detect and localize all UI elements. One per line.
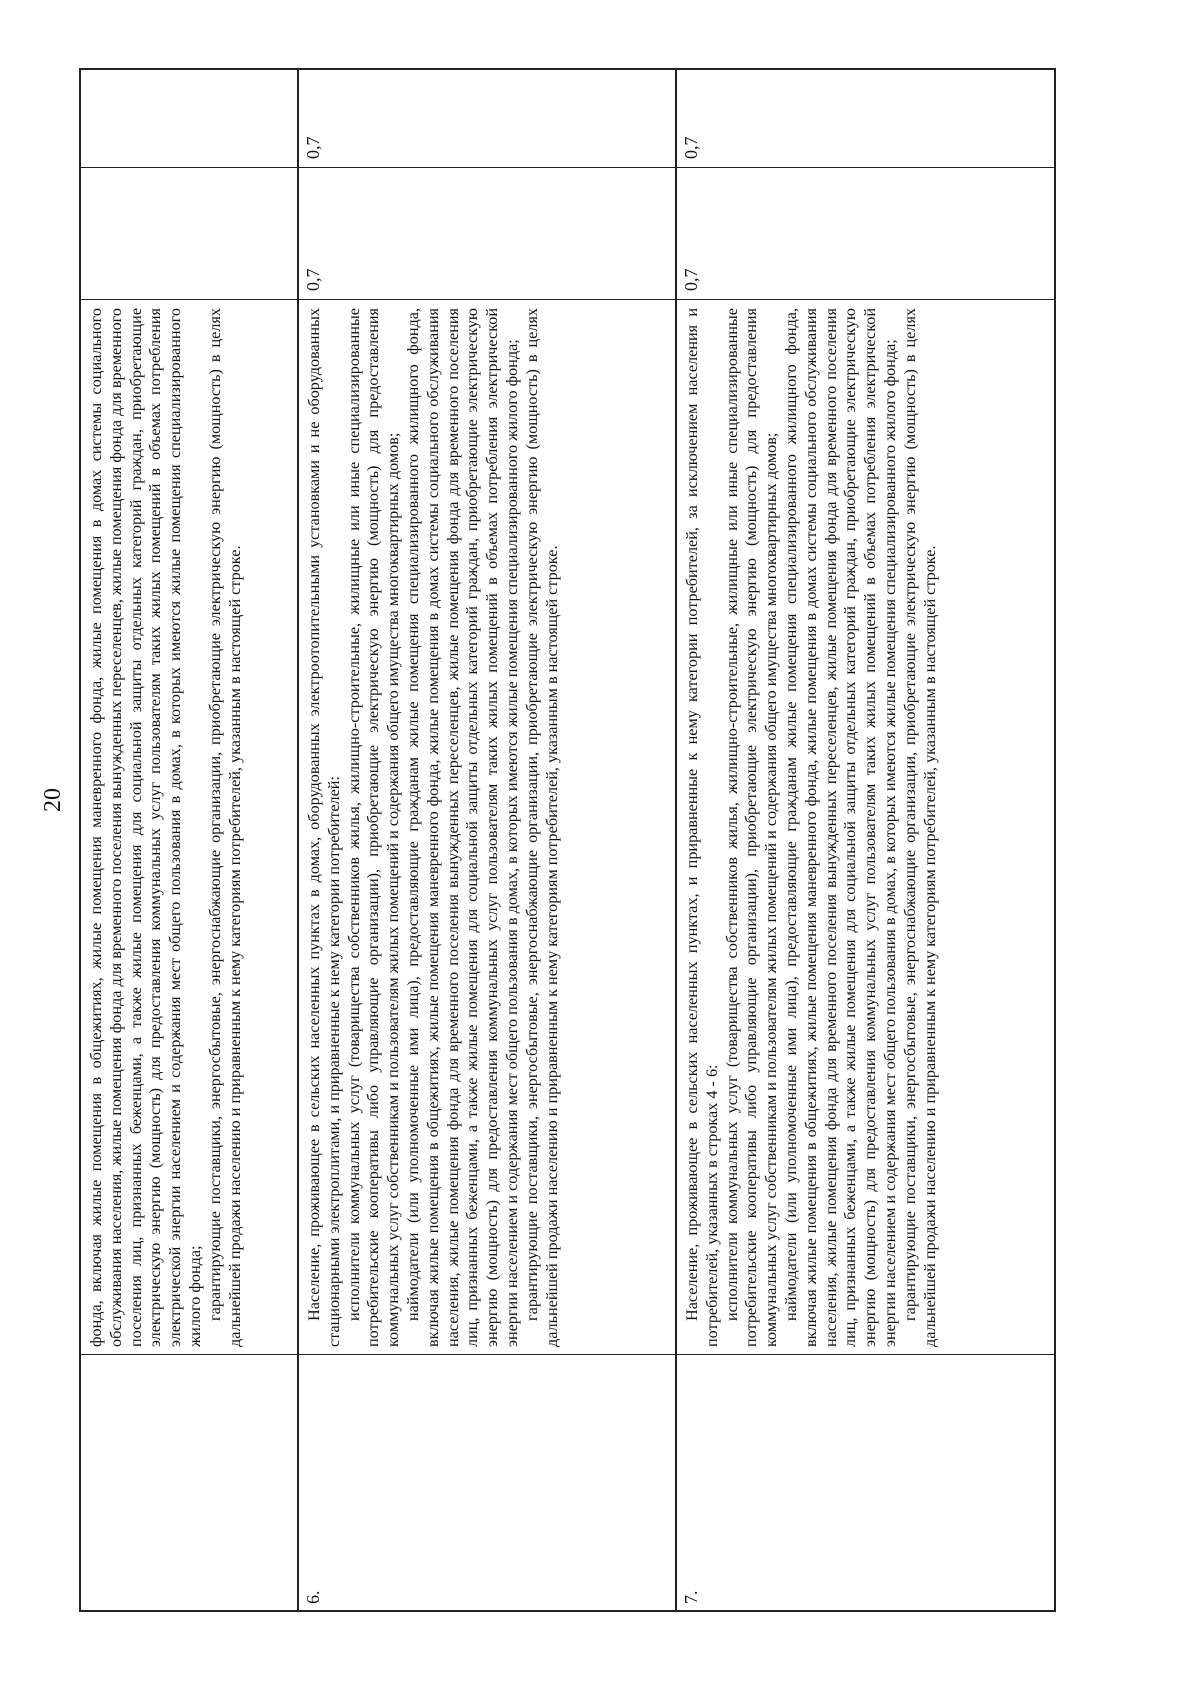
row-number-cell — [81, 1354, 297, 1610]
row-number: 6. — [303, 1590, 323, 1604]
row-number: 7. — [681, 1590, 701, 1604]
row-paragraph: гарантирующие поставщики, энергосбытовые, энергоснабжающие организации, приобретающие электрическую энергию (мощность) в целях дальнейшей продажи населению и приравненным к нему категориям потребителей, указанным в настоящей строке. — [205, 308, 244, 1347]
row-paragraph: Население, проживающее в сельских населенных пунктах, и приравненные к нему категории потребителей, за исключением населения и потребителей, указанных в строках 4 - 6: — [683, 308, 721, 1347]
row-number-cell — [677, 1354, 1054, 1610]
value-cell-1 — [677, 167, 1054, 299]
table-row-7 — [677, 68, 1056, 1612]
row-description-cell — [299, 299, 675, 1354]
row-number-cell — [299, 1354, 675, 1610]
table-row-continuation — [79, 68, 299, 1612]
tariff-table — [79, 68, 1113, 1612]
value-2: 0,7 — [681, 136, 701, 159]
row-paragraph: гарантирующие поставщики, энергосбытовые, энергоснабжающие организации, приобретающие электрическую энергию (мощность) в целях дальнейшей продажи населению и приравненным к нему категориям потребителей, указанным в настоящей строке. — [900, 308, 939, 1347]
row-paragraph: фонда, включая жилые помещения в общежитиях, жилые помещения маневренного фонда, жилые помещения в домах системы социального обслуживания населения, жилые помещения фонда для временного поселения вынужденных переселенцев, жилые помещения фонда для временного поселения лиц, признанных беженцами, а также жилые помещения для социальной защиты отдельных категорий граждан, приобретающие электрическую энергию (мощность) для предоставления коммунальных услуг пользователям таких жилых помещений в объемах потребления электрической энергии населением и содержания мест общего пользования в домах, в которых имеются жилые помещения специализированного жилого фонда; — [87, 308, 204, 1347]
row-paragraph: наймодатели (или уполномоченные ими лица), предоставляющие гражданам жилые помещения специализированного жилищного фонда, включая жилые помещения в общежитиях, жилые помещения маневренного фонда, жилые помещения в домах системы социального обслуживания населения, жилые помещения фонда для временного поселения вынужденных переселенцев, жилые помещения фонда для временного поселения лиц, признанных беженцами, а также жилые помещения для социальной защиты отдельных категорий граждан, приобретающие электрическую энергию (мощность) для предоставления коммунальных услуг пользователям таких жилых помещений в объемах потребления электрической энергии населением и содержания мест общего пользования в домах, в которых имеются жилые помещения специализированного жилого фонда; — [403, 308, 521, 1347]
row-description-cell — [81, 299, 297, 1354]
value-2: 0,7 — [303, 136, 323, 159]
page-number: 20 — [40, 788, 66, 812]
row-paragraph: исполнители коммунальных услуг (товарищества собственников жилья, жилищно-строительные, жилищные или иные специализированные потребительские кооперативы либо управляющие организации), приобретающие электрическую энергию (мощность) для предоставления коммунальных услуг собственникам и пользователям жилых помещений и содержания общего имущества многоквартирных домов; — [344, 308, 403, 1347]
value-cell-1 — [81, 167, 297, 299]
value-cell-2 — [81, 70, 297, 167]
value-cell-2 — [299, 70, 675, 167]
row-description-cell — [677, 299, 1054, 1354]
value-cell-1 — [299, 167, 675, 299]
row-paragraph: гарантирующие поставщики, энергосбытовые, энергоснабжающие организации, приобретающие электрическую энергию (мощность) в целях дальнейшей продажи населению и приравненным к нему категориям потребителей, указанным в настоящей строке. — [522, 308, 561, 1347]
value-1: 0,7 — [303, 268, 323, 291]
row-paragraph: наймодатели (или уполномоченные ими лица), предоставляющие гражданам жилые помещения специализированного жилищного фонда, включая жилые помещения в общежитиях, жилые помещения маневренного фонда, жилые помещения в домах системы социального обслуживания населения, жилые помещения фонда для временного поселения вынужденных переселенцев, жилые помещения фонда для временного поселения лиц, признанных беженцами, а также жилые помещения для социальной защиты отдельных категорий граждан, приобретающие электрическую энергию (мощность) для предоставления коммунальных услуг пользователям таких жилых помещений в объемах потребления электрической энергии населением и содержания мест общего пользования в домах, в которых имеются жилые помещения специализированного жилого фонда; — [781, 308, 899, 1347]
value-1: 0,7 — [681, 268, 701, 291]
row-paragraph: исполнители коммунальных услуг (товарищества собственников жилья, жилищно-строительные, жилищные или иные специализированные потребительские кооперативы либо управляющие организации), приобретающие электрическую энергию (мощность) для предоставления коммунальных услуг собственникам и пользователям жилых помещений и содержания общего имущества многоквартирных домов; — [722, 308, 781, 1347]
table-row-6 — [299, 68, 677, 1612]
value-cell-2 — [677, 70, 1054, 167]
row-paragraph: Население, проживающее в сельских населенных пунктах в домах, оборудованных электроотопительными установками и не оборудованных стационарными электроплитами, и приравненные к нему категории потребителей: — [305, 308, 343, 1347]
